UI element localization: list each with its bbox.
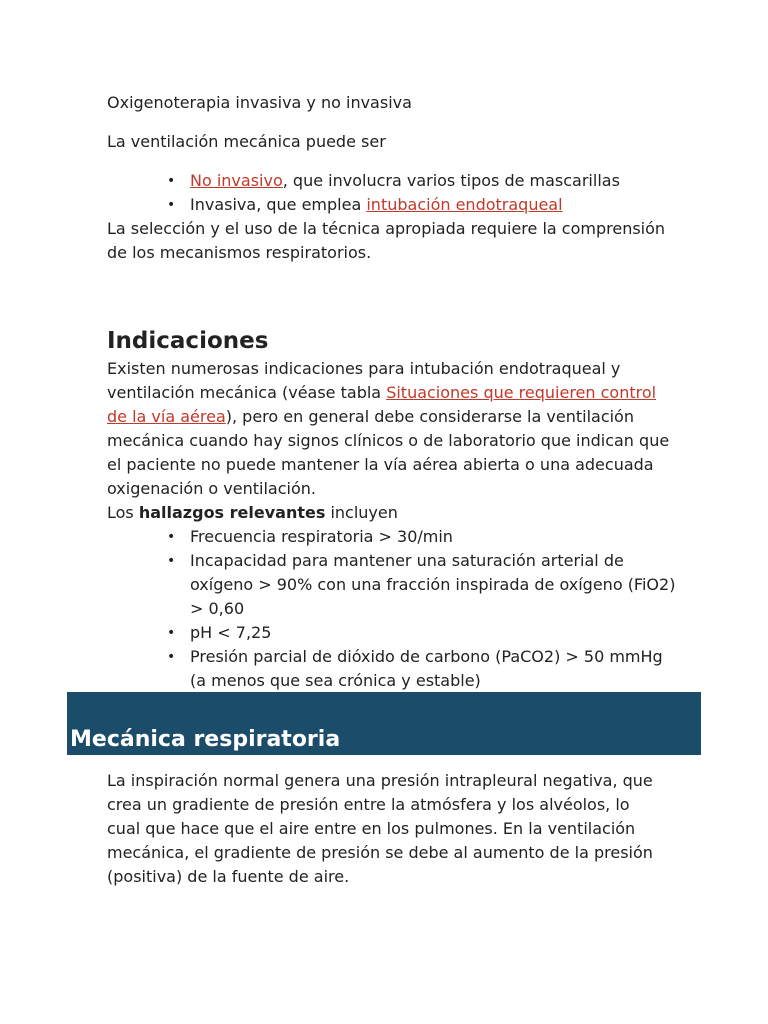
situaciones-link[interactable]: Situaciones que requieren control de la vía aérea: [107, 383, 657, 426]
indicaciones-paragraph: [107, 357, 677, 501]
indicaciones-heading: Indicaciones: [107, 328, 269, 354]
paragraph-text: Los: [107, 503, 139, 522]
no-invasivo-link[interactable]: No invasivo: [190, 171, 283, 190]
hallazgos-intro: [107, 501, 677, 525]
mecanica-banner: [67, 692, 701, 755]
hallazgos-list: [0, 525, 677, 693]
paragraph-text: incluyen: [325, 503, 398, 522]
article-body: [107, 91, 677, 693]
bold-text: hallazgos relevantes: [138, 503, 326, 522]
paragraph-text: ), pero en general debe considerarse la ventilación mecánica cuando hay signos clínicos o de laboratorio que indican que el paciente no puede mantener la vía aérea abierta o una adecuada oxigenación o ventilación.: [107, 407, 670, 498]
list-item: • Frecuencia respiratoria > 30/min: [190, 525, 677, 549]
list-item: • Incapacidad para mantener una saturación arterial de oxígeno > 90% con una fracción inspirada de oxígeno (FiO2) > 0,60: [190, 549, 677, 621]
intro-lead: La ventilación mecánica puede ser: [107, 132, 386, 151]
selection-paragraph: La selección y el uso de la técnica apropiada requiere la comprensión de los mecanismos respiratorios.: [107, 219, 666, 262]
list-item-text: Invasiva, que emplea: [190, 195, 367, 214]
mecanica-paragraph: La inspiración normal genera una presión intrapleural negativa, que crea un gradiente de presión entre la atmósfera y los alvéolos, lo cual que hace que el aire entre en los pulmones. En la ventilación mecánica, el gradiente de presión se debe al aumento de la presión (positiva) de la fuente de aire.: [107, 771, 653, 886]
list-item: [190, 193, 677, 217]
list-item: [190, 169, 677, 193]
section-title-text: Oxigenoterapia invasiva y no invasiva: [107, 93, 412, 112]
list-item: • pH < 7,25: [190, 621, 677, 645]
list-item-text: , que involucra varios tipos de mascarillas: [282, 171, 620, 190]
list-item: • Presión parcial de dióxido de carbono (PaCO2) > 50 mmHg (a menos que sea crónica y estable): [190, 645, 677, 693]
mecanica-heading: Mecánica respiratoria: [70, 727, 341, 752]
ventilation-types-list: [0, 169, 677, 217]
intubacion-link[interactable]: intubación endotraqueal: [366, 195, 563, 214]
paragraph-text: Existen numerosas indicaciones para intubación endotraqueal y ventilación mecánica (véase tabla: [107, 359, 621, 402]
